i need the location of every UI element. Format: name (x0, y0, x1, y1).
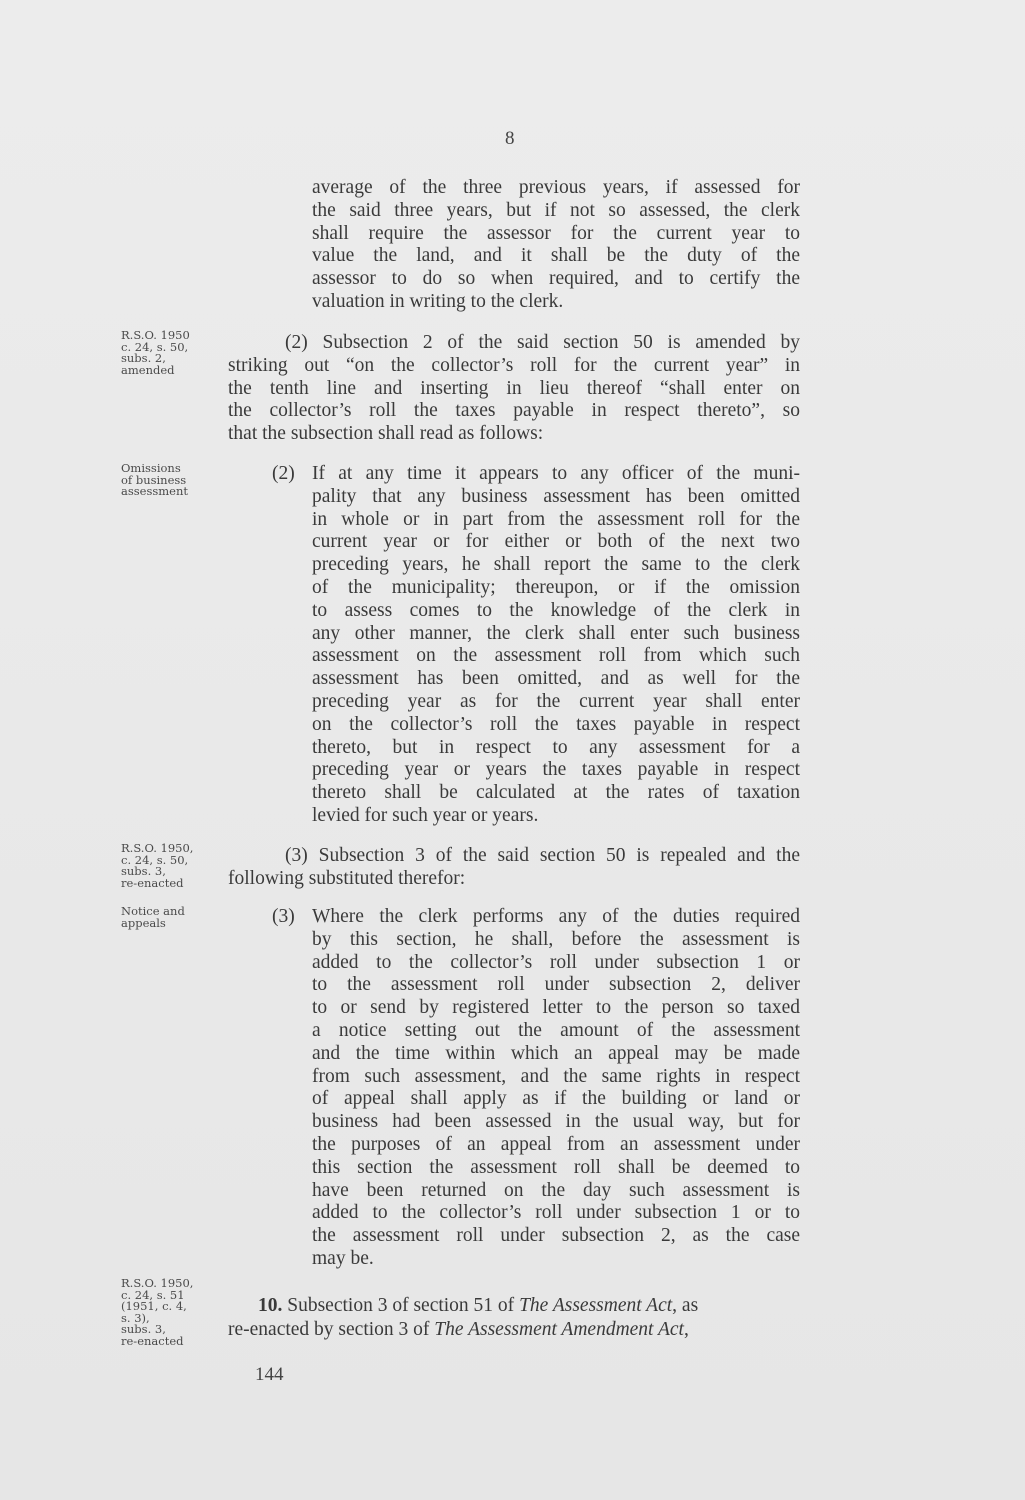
margin-note-line: c. 24, s. 50, (121, 339, 189, 354)
text-line: by this section, he shall, before the assessment is (312, 928, 800, 950)
text-line: striking out “on the collector’s roll for the current year” in (228, 354, 800, 376)
text-line: of appeal shall apply as if the building or land or (312, 1088, 800, 1110)
margin-note-line: subs. 3, (121, 864, 166, 878)
text-line: assessment on the assessment roll from which such (312, 645, 800, 667)
text-line: thereto shall be calculated at the rates of taxation (312, 782, 800, 804)
text-line: added to the collector’s roll under subsection 1 or (312, 951, 800, 973)
text-line: Where the clerk performs any of the duties required (312, 906, 800, 927)
text-line: levied for such year or years. (312, 805, 539, 826)
text: , (683, 1319, 689, 1340)
margin-note-line: c. 24, s. 50, (121, 852, 189, 867)
margin-note-line: re-enacted (121, 875, 184, 890)
text: Subsection 3 of section 51 of (287, 1295, 520, 1316)
margin-note-line: Notice and (121, 904, 185, 918)
text-line: may be. (312, 1248, 374, 1269)
header-page-number: 8 (505, 128, 515, 149)
margin-note-line: appeals (121, 915, 166, 930)
text-line: average of the three previous years, if assessed for (312, 177, 800, 198)
text-line: assessment has been omitted, and as well for the (312, 668, 800, 690)
margin-note-line: R.S.O. 1950, (121, 1276, 194, 1290)
text-line: preceding year or years the taxes payable in respect (312, 759, 800, 781)
text-line: this section the assessment roll shall be deemed to (312, 1156, 800, 1178)
text-line: preceding years, he shall report the same to the clerk (312, 554, 800, 576)
text-line: current year or for either or both of the next two (312, 531, 800, 553)
text-line: from such assessment, and the same rights in respect (312, 1065, 800, 1087)
text-line: preceding year as for the current year shall enter (312, 691, 800, 712)
text-line: and the time within which an appeal may be made (312, 1042, 800, 1064)
subsection-number: (2) (272, 463, 295, 484)
text: re-enacted by section 3 of (228, 1319, 435, 1340)
text-line: a notice setting out the amount of the assessment (312, 1020, 800, 1041)
text-line: that the subsection shall read as follows: (228, 423, 544, 445)
text-line: added to the collector’s roll under subsection 1 or to (312, 1202, 800, 1224)
margin-note-line: amended (121, 362, 175, 377)
margin-note-line: R.S.O. 1950 (121, 328, 190, 342)
text-line: of the municipality; thereupon, or if the omission (312, 577, 800, 598)
text-line: shall require the assessor for the current year to (312, 222, 800, 244)
text-line: (3) Subsection 3 of the said section 50 is repealed and the (285, 845, 800, 866)
text-line: following substituted therefor: (228, 867, 466, 889)
footer-page-number: 144 (255, 1364, 284, 1385)
text-line: any other manner, the clerk shall enter such business (312, 622, 800, 644)
subsection-number: (3) (272, 906, 295, 927)
text-line: to assess comes to the knowledge of the clerk in (312, 599, 800, 621)
margin-note-line: subs. 2, (121, 351, 166, 365)
margin-note-line: assessment (121, 484, 189, 498)
margin-note-line: Omissions (121, 461, 181, 475)
text-line: (2) Subsection 2 of the said section 50 is amended by (285, 332, 800, 353)
text-line: to the assessment roll under subsection 2, deliver (312, 974, 800, 996)
text-line: the purposes of an appeal from an assessment under (312, 1134, 800, 1155)
text-line: business had been assessed in the usual way, but for (312, 1111, 800, 1133)
margin-note-line: (1951, c. 4, (121, 1299, 187, 1313)
text-line: assessor to do so when required, and to certify the (312, 268, 800, 290)
text-line: value the land, and it shall be the duty of the (312, 245, 800, 267)
section-10-line-2 (228, 1319, 689, 1341)
margin-note-line: re-enacted (121, 1333, 184, 1348)
margin-note-line: c. 24, s. 51 (121, 1287, 185, 1302)
text-line: the said three years, but if not so assessed, the clerk (312, 199, 800, 221)
text-line: thereto, but in respect to any assessment for a (312, 736, 800, 758)
text-line: the collector’s roll the taxes payable in respect thereto”, so (228, 400, 800, 422)
act-title: The Assessment Act (519, 1295, 673, 1316)
section-10-line-1 (258, 1295, 698, 1317)
text-line: in whole or in part from the assessment roll for the (312, 508, 800, 530)
section-number: 10. (258, 1295, 283, 1316)
act-title: The Assessment Amendment Act (434, 1319, 684, 1340)
text-line: valuation in writing to the clerk. (312, 291, 564, 312)
margin-note-line: subs. 3, (121, 1322, 166, 1336)
text-line: the assessment roll under subsection 2, as the case (312, 1225, 800, 1247)
text: , as (672, 1295, 699, 1316)
text-line: pality that any business assessment has been omitted (312, 485, 800, 507)
text-line: the tenth line and inserting in lieu thereof “shall enter on (228, 377, 800, 399)
text-line: have been returned on the day such assessment is (312, 1179, 800, 1201)
text-line: If at any time it appears to any officer of the muni- (312, 463, 800, 484)
text-line: to or send by registered letter to the person so taxed (312, 997, 800, 1019)
margin-note-line: of business (121, 472, 187, 487)
text-line: on the collector’s roll the taxes payable in respect (312, 713, 800, 735)
margin-note-line: s. 3), (121, 1310, 150, 1325)
margin-note-line: R.S.O. 1950, (121, 841, 194, 855)
